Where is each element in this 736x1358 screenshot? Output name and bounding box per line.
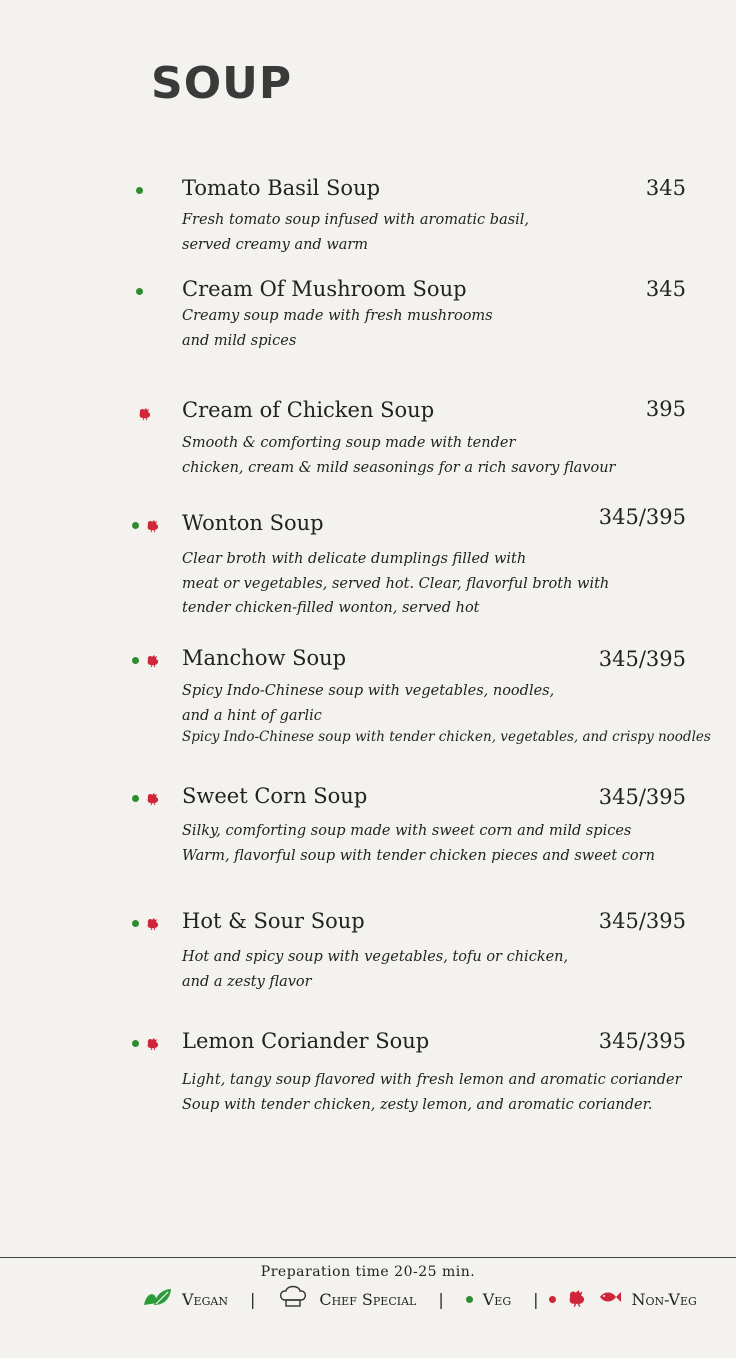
description-line: served creamy and warm [182,236,369,253]
veg-dot-icon [132,920,139,927]
description-line: Hot and spicy soup with vegetables, tofu or chicken, [182,949,569,965]
chef-hat-icon [277,1284,309,1314]
legend-veg-label: Veg [482,1289,512,1309]
veg-dot-icon [136,187,143,194]
legend-separator: | [438,1289,444,1309]
item-price: 345/395 [598,909,686,933]
item-price: 345/395 [598,647,686,671]
page-title: SOUP [151,58,293,109]
fish-icon [598,1289,622,1309]
chicken-icon [137,405,153,421]
footer-divider [0,1257,736,1258]
chicken-icon [566,1286,588,1312]
legend-separator: | [249,1289,256,1309]
item-name: Lemon Coriander Soup [182,1029,430,1053]
veg-dot-icon [132,522,139,529]
diet-markers [132,513,161,537]
item-price: 395 [645,397,686,421]
description-line: Smooth & comforting soup made with tender [182,435,516,451]
chicken-icon [145,652,161,668]
veg-dot-icon [132,795,139,802]
veg-dot-icon [466,1296,473,1303]
description-line: and a zesty flavor [182,973,312,990]
veg-dot-icon [132,1040,139,1047]
description-line: Silky, comforting soup made with sweet corn and mild spices [182,823,632,839]
item-name: Hot & Sour Soup [182,909,365,933]
item-name: Wonton Soup [182,511,324,535]
item-description [182,431,682,480]
item-price: 345/395 [598,1029,686,1053]
preparation-time: Preparation time 20-25 min. [260,1264,476,1280]
item-price: 345 [645,176,686,200]
description-line: Fresh tomato soup infused with aromatic basil, [182,212,530,228]
description-line: tender chicken-filled wonton, served hot [182,600,480,616]
description-line: Light, tangy soup flavored with fresh lemon and aromatic coriander [182,1072,682,1088]
item-description [182,819,682,868]
item-description [182,945,682,994]
chicken-icon [145,915,161,931]
veg-dot-icon [132,657,139,664]
item-description [182,679,711,746]
description-line: Creamy soup made with fresh mushrooms [182,308,493,324]
item-description [182,208,682,257]
chicken-icon [145,1035,161,1051]
description-line: Spicy Indo-Chinese soup with vegetables, noodles, [182,683,555,699]
diet-markers [136,178,143,202]
vegan-leaf-icon [142,1285,172,1313]
item-price: 345/395 [598,505,686,529]
description-line: meat or vegetables, served hot. Clear, flavorful broth with [182,575,610,592]
item-name: Cream of Chicken Soup [182,398,435,422]
diet-markers [132,1031,161,1055]
diet-markers [136,279,143,303]
diet-markers [132,911,161,935]
veg-dot-icon [136,288,143,295]
diet-markers [132,786,161,810]
chicken-icon [145,790,161,806]
description-line: chicken, cream & mild seasonings for a rich savory flavour [182,459,616,476]
item-name: Cream Of Mushroom Soup [182,277,467,301]
legend [142,1284,697,1314]
item-description [182,1068,682,1117]
description-line: and a hint of garlic [182,707,322,724]
legend-nonveg-label: Non-Veg [631,1289,697,1309]
item-price: 345 [645,277,686,301]
item-name: Sweet Corn Soup [182,784,368,808]
description-line: Clear broth with delicate dumplings filled with [182,551,527,567]
diet-markers [132,648,161,672]
nonveg-dot-icon [549,1296,556,1303]
legend-chef-special-label: Chef Special [319,1289,417,1309]
legend-vegan-label: Vegan [182,1289,228,1309]
item-name: Manchow Soup [182,646,347,670]
description-line: Spicy Indo-Chinese soup with tender chicken, vegetables, and crispy noodles [182,729,711,745]
item-name: Tomato Basil Soup [182,176,381,200]
legend-separator: | [533,1289,539,1309]
item-description [182,304,682,353]
diet-markers [137,401,153,425]
description-line: and mild spices [182,332,297,349]
item-description [182,547,682,621]
description-line: Soup with tender chicken, zesty lemon, and aromatic coriander. [182,1096,653,1113]
item-price: 345/395 [598,785,686,809]
chicken-icon [145,517,161,533]
description-line: Warm, flavorful soup with tender chicken pieces and sweet corn [182,847,655,864]
